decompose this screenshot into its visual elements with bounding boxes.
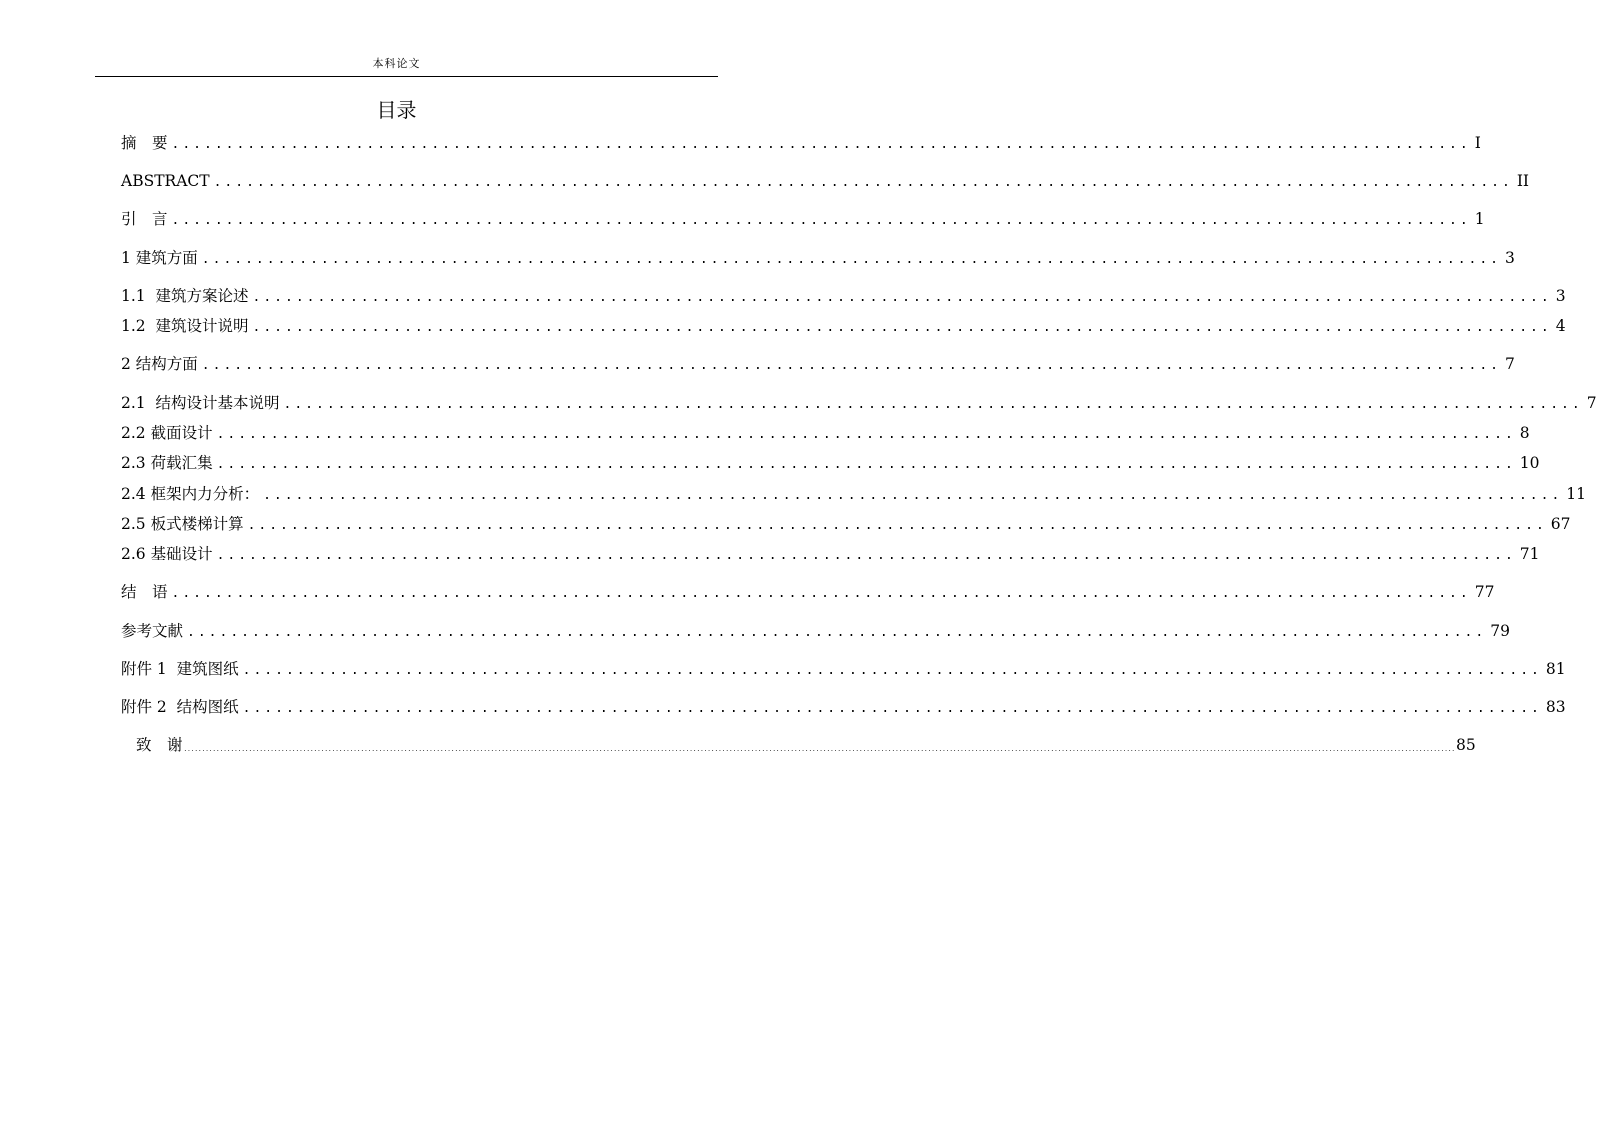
toc-entry-appendix-2[interactable] xyxy=(121,695,1566,719)
toc-entry-label: 摘 要 xyxy=(121,134,168,152)
toc-entry-label: 结 语 xyxy=(121,583,168,601)
toc-leader-dots: ........................................................................................................................ xyxy=(252,290,1552,305)
toc-entry-label: 2.5 板式楼梯计算 xyxy=(121,515,244,533)
toc-entry-label: ABSTRACT xyxy=(121,172,210,190)
toc-entry-label: 2.6 基础设计 xyxy=(121,545,213,563)
toc-leader-dots: ........................................................................................................................ xyxy=(242,663,1542,678)
toc-entry-page: 4 xyxy=(1555,317,1566,335)
toc-entry-page: 8 xyxy=(1519,424,1530,442)
toc-entry-page: 7 xyxy=(1586,394,1597,412)
toc-leader-dots: ........................................................................................................................ xyxy=(247,518,1547,533)
running-head: 本科论文 xyxy=(372,57,421,70)
toc-leader-dots: ........................................................................................................................ xyxy=(171,213,1471,228)
toc-entry-label: 参考文献 xyxy=(121,622,184,640)
toc-entry-appendix-1[interactable] xyxy=(121,657,1566,681)
toc-entry-label: 2.1 结构设计基本说明 xyxy=(121,394,280,412)
toc-entry-page: 7 xyxy=(1505,355,1515,373)
toc-entry-introduction[interactable] xyxy=(121,207,1485,231)
toc-entry-page: II xyxy=(1516,172,1530,190)
toc-entry-label: 2 结构方面 xyxy=(121,355,198,373)
toc-entry-section-1-1[interactable] xyxy=(121,284,1566,308)
toc-entry-label: 2.2 截面设计 xyxy=(121,424,213,442)
toc-leader-dots: ........................................................................................................................ xyxy=(216,548,1516,563)
toc-entry-conclusion[interactable] xyxy=(121,580,1495,604)
toc-leader-dots: ........................................................................................................................ xyxy=(242,701,1542,716)
toc-leader-dots: ........................................................................................................................ xyxy=(283,397,1583,412)
toc-entry-label: 1 建筑方面 xyxy=(121,249,198,267)
toc-entry-references[interactable] xyxy=(121,619,1510,643)
toc-leader-dots: ........................................................................................................................ xyxy=(216,427,1516,442)
toc-entry-page: 85 xyxy=(1456,736,1476,754)
toc-entry-page: 10 xyxy=(1519,454,1540,472)
toc-leader-dots: ........................................................................................................................ xyxy=(187,625,1487,640)
toc-entry-label: 引 言 xyxy=(121,210,168,228)
toc-leader-dots: ........................................................................................................................ xyxy=(201,358,1501,373)
toc-entry-abstract-en[interactable] xyxy=(121,169,1530,193)
toc-entry-section-2-3[interactable] xyxy=(121,451,1540,475)
toc-leader-dots: ................................................................................................................................................................................................................................................................................................................................................................ xyxy=(183,746,1456,753)
toc-entry-page: 77 xyxy=(1474,583,1495,601)
toc-entry-abstract-cn[interactable] xyxy=(121,131,1481,155)
toc-entry-page: 11 xyxy=(1566,485,1587,503)
toc-entry-label: 2.4 框架内力分析： xyxy=(121,485,260,503)
toc-entry-chapter-1[interactable] xyxy=(121,246,1515,270)
toc-entry-label: 致 谢 xyxy=(136,736,183,754)
toc-entry-page: 71 xyxy=(1519,545,1540,563)
toc-entry-section-2-5[interactable] xyxy=(121,512,1571,536)
toc-leader-dots: ........................................................................................................................ xyxy=(263,488,1563,503)
toc-entry-acknowledgements[interactable] xyxy=(136,733,1476,757)
toc-entry-label: 附件 1 建筑图纸 xyxy=(121,660,239,678)
toc-title: 目录 xyxy=(376,98,417,122)
toc-entry-label: 1.2 建筑设计说明 xyxy=(121,317,249,335)
toc-entry-section-2-2[interactable] xyxy=(121,421,1530,445)
toc-leader-dots: ........................................................................................................................ xyxy=(252,320,1552,335)
toc-entry-page: 3 xyxy=(1555,287,1566,305)
header-rule xyxy=(95,76,718,77)
toc-entry-section-2-1[interactable] xyxy=(121,391,1597,415)
toc-entry-chapter-2[interactable] xyxy=(121,352,1515,376)
toc-entry-page: 81 xyxy=(1545,660,1566,678)
toc-leader-dots: ........................................................................................................................ xyxy=(171,137,1471,152)
toc-entry-section-2-6[interactable] xyxy=(121,542,1540,566)
toc-entry-page: 3 xyxy=(1505,249,1515,267)
toc-entry-label: 1.1 建筑方案论述 xyxy=(121,287,249,305)
toc-leader-dots: ........................................................................................................................ xyxy=(213,175,1513,190)
toc-entry-page: 1 xyxy=(1474,210,1485,228)
toc-entry-label: 2.3 荷载汇集 xyxy=(121,454,213,472)
toc-entry-section-1-2[interactable] xyxy=(121,314,1566,338)
toc-entry-page: 79 xyxy=(1490,622,1510,640)
toc-entry-label: 附件 2 结构图纸 xyxy=(121,698,239,716)
toc-entry-page: 83 xyxy=(1545,698,1566,716)
toc-entry-page: I xyxy=(1474,134,1481,152)
toc-leader-dots: ........................................................................................................................ xyxy=(216,457,1516,472)
toc-entry-page: 67 xyxy=(1550,515,1571,533)
toc-leader-dots: ........................................................................................................................ xyxy=(171,586,1471,601)
toc-leader-dots: ........................................................................................................................ xyxy=(201,252,1501,267)
toc-entry-section-2-4[interactable] xyxy=(121,482,1587,506)
